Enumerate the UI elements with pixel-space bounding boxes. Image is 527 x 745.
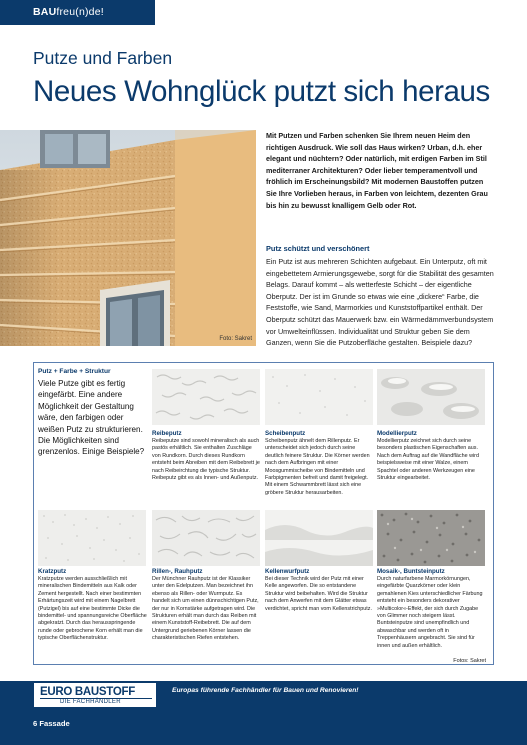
texture-photo-mosaikputz bbox=[377, 510, 485, 566]
texture-photo-kratzputz bbox=[38, 510, 146, 566]
intro-paragraph: Mit Putzen und Farben schenken Sie Ihrem neuen Heim den richtigen Ausdruck. Wie soll das Haus wirken? Urban, d.h. eher elegant und nüchtern? Oder natürlich, mit erdigen Farben im Stil mediterraner Architekturen? Oder lieber temperamentvoll und fröhlich im Erscheinungsbild? Mit modernen Baustoffen putzen Sie Ihre Vorlieben heraus, in Farben von leichtem, dezenten Grau bis hin zu bewusst knalligem Gelb oder Rot. bbox=[266, 131, 488, 210]
texture-photo-reibeputz bbox=[152, 369, 260, 425]
box-intro-text: Viele Putze gibt es fertig eingefärbt. Eine andere Möglichkeit der Gestaltung wäre, den farbigen oder weißen Putz zu strukturieren. Die Möglichkeiten sind grenzenlos. Einige Beispiele? bbox=[38, 379, 145, 457]
texture-photo-kellenwurfputz bbox=[265, 510, 373, 566]
texture-photo-rillenputz bbox=[152, 510, 260, 566]
hero-photo-credit: Foto: Sakret bbox=[219, 336, 252, 342]
page-headline: Neues Wohnglück putzt sich heraus bbox=[33, 75, 490, 108]
tile-title-kellenwurfputz: Kellenwurfputz bbox=[265, 568, 310, 575]
tile-title-scheibenputz: Scheibenputz bbox=[265, 430, 306, 437]
tile-title-rillenputz: Rillen-, Rauhputz bbox=[152, 568, 203, 575]
texture-photo-scheibenputz bbox=[265, 369, 373, 425]
logo-wordmark: EURO BAUSTOFF bbox=[40, 686, 135, 698]
magazine-brand: BAUfreu(n)de! bbox=[33, 6, 104, 18]
eurobaustoff-logo bbox=[33, 682, 157, 708]
section-body: Ein Putz ist aus mehreren Schichten aufgebaut. Ein Unterputz, oft mit eingebettetem Armierungsgewebe, sorgt für die Stabilität des gesamten Belags. Darauf kommt – als wetterfeste Schicht – der eigentliche Oberputz. Der ist im Grunde so etwas wie eine „dickere“ Farbe, die Feststoffe, wie Sand, Marmorkies und Kunststoffpartikel enthält. Der Oberputz schützt das Mauerwerk bzw. ein Wärmedämmverbundsystem vor Umwelteinflüssen. Individualität und Struktur geben Sie dem Ganzen, wenn Sie die Putzoberfläche gestalten. Beispiele dazu? bbox=[266, 257, 494, 348]
section-heading: Putz schützt und verschönert bbox=[266, 244, 370, 253]
section-kicker: Putze und Farben bbox=[33, 48, 173, 68]
tile-title-kratzputz: Kratzputz bbox=[38, 568, 67, 575]
hero-facade-photo bbox=[0, 130, 256, 346]
tiles-photo-credit: Fotos: Sakret bbox=[453, 658, 486, 664]
box-title: Putz + Farbe + Struktur bbox=[38, 368, 111, 375]
tile-text-kellenwurfputz: Bei dieser Technik wird der Putz mit einer Kelle angeworfen. Die so entstandene Struktur wird beibehalten. Wird die Struktur nach dem Anwerfen mit dem Glätter etwas verdichtet, spricht man vom Kellenstrichputz. bbox=[265, 576, 372, 612]
tile-text-modellierputz: Modellierputz zeichnet sich durch seine besonders plastischen Eigenschaften aus. Nach dem Auftrag auf die Wandfläche wird beispielsweise mit einer Walze, einem Spachtel oder anderen Werkzeugen eine Struktur eingearbeitet. bbox=[377, 438, 479, 482]
footer-slogan: Europas führende Fachhändler für Bauen und Renovieren! bbox=[172, 687, 359, 694]
tile-text-reibeputz: Reibeputze sind sowohl mineralisch als auch pastös erhältlich. Sie enthalten Zuschläge von Rundkorn. Durch dieses Rundkorn entsteht beim Abreiben mit dem Reibebrett je nach Reibeirchtung die typische Struktur. Reibeputz gibt es als Innen- und Außenputz. bbox=[152, 438, 260, 482]
texture-photo-modellierputz bbox=[377, 369, 485, 425]
tile-title-mosaikputz: Mosaik-, Buntsteinputz bbox=[377, 568, 445, 575]
tile-title-modellierputz: Modellierputz bbox=[377, 430, 417, 437]
tile-text-rillenputz: Der Münchner Rauhputz ist der Klassiker unter den Edelputzen. Man bezeichnet ihn ebenso als Rillen- oder Wurmputz. Es handelt sich um einen dünnschichtigen Putz, der nur in Kornstärke aufgetragen wird. Die Strukturen erhält man durch das Reiben mit einem Kunststoff-Reibebrett. Die auf dem Untergrund geriebenen Körner lassen die charakteristischen Riefen entstehen. bbox=[152, 576, 259, 642]
page-number-label: 6 Fassade bbox=[33, 719, 70, 728]
tile-title-reibeputz: Reibeputz bbox=[152, 430, 182, 437]
tile-text-scheibenputz: Scheibenputz ähnelt dem Rillenputz. Er unterscheidet sich jedoch durch seine deutlich feinere Struktur. Die Körner werden nach dem Aufbringen mit einer Moosgummischeibe von Bindemitteln und Farbpigmenten befreit und damit freigelegt. Mit einem Schwammbrett lässt sich eine gröbere Struktur herausarbeiten. bbox=[265, 438, 370, 496]
magazine-brand-tab bbox=[0, 0, 155, 25]
tile-text-mosaikputz: Durch naturfarbene Marmorkörnungen, eingefärbte Quarzkörner oder klein gemahlenen Kies unterschiedlicher Färbung entsteht ein besonders dekorativer »Multicolor«-Effekt, der sich durch Zugabe von Glimmer noch steigern lässt. Buntsteinputze sind unempfindlich und abwaschbar und werden oft in Treppenhäusern angebracht. Sie sind für innen und außen erhältlich. bbox=[377, 576, 483, 649]
logo-tagline: DIE FACHHÄNDLER bbox=[60, 699, 121, 705]
tile-text-kratzputz: Kratzputze werden ausschließlich mit mineralischen Bindemitteln aus Kalk oder Zement hergestellt. Nach einer bestimmten Erhärtungszeit wird mit einem Nagelbrett (Putzigel) bis auf eine bestimmte Dicke die bindemittel- und spannungsreiche Oberfläche abgekratzt. Durch das herausspringende runde oder gebrochene Korn erhält man die typische Oberflächenstruktur. bbox=[38, 576, 147, 642]
